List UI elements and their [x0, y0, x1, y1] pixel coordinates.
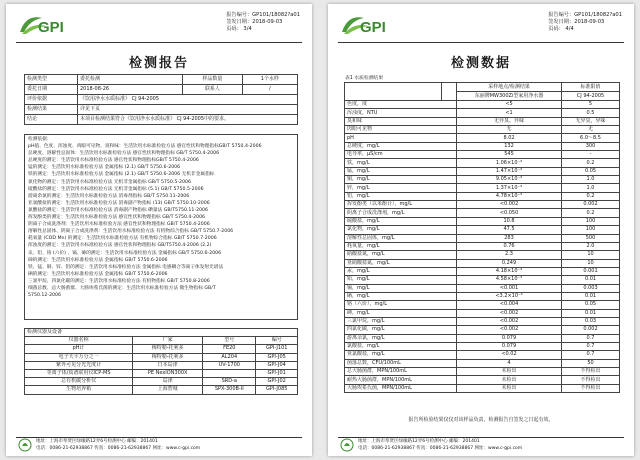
- method-line: 5750.12-2006: [28, 293, 62, 299]
- info-row: [25, 95, 298, 105]
- equipment-cell: 总有机碳分析仪: [25, 378, 133, 386]
- result-item: 肉眼可见物: [345, 126, 457, 134]
- equipment-cell: 上海智城: [133, 386, 203, 394]
- report-meta: [548, 12, 622, 33]
- result-value: 4: [457, 359, 562, 367]
- result-item: 挥发酚类（以苯酚计），mg/L: [345, 201, 457, 209]
- info-row: [25, 105, 298, 115]
- result-value: <0.004: [457, 301, 562, 309]
- result-row: [345, 342, 620, 350]
- result-item: 氯化物，mg/L: [345, 226, 457, 234]
- info-row: [25, 75, 298, 85]
- method-line: 铁的测定：生活饮用水标准检验方法 金属指标 (2.1) GB/T 5750.6-2006 无机非金属指标: [28, 172, 215, 178]
- report-page-right: [328, 4, 634, 456]
- result-item: 硫酸盐，mg/L: [345, 217, 457, 225]
- method-line: 硒的测定：生活饮用水标准检验方法 金属指标 GB/T 5750.6-2006: [28, 271, 168, 277]
- result-limit: 500: [562, 234, 620, 242]
- report-meta: [226, 12, 300, 33]
- result-item: 硒，mg/L: [345, 292, 457, 300]
- result-item: 耐热大肠菌群，MPN/100mL: [345, 376, 457, 384]
- result-item: 铝，mg/L: [345, 192, 457, 200]
- page-header: [328, 4, 634, 46]
- result-row: [345, 117, 620, 125]
- result-value: 4.58×10⁻³: [457, 276, 562, 284]
- result-row: [345, 351, 620, 359]
- result-row: [345, 192, 620, 200]
- result-value: 0.249: [457, 259, 562, 267]
- result-limit: 2.0: [562, 242, 620, 250]
- result-limit: 6.0～8.5: [562, 134, 620, 142]
- result-item: 硝酸盐氮，mg/L: [345, 251, 457, 259]
- column-header: 检测项目: [345, 92, 442, 101]
- result-value: 47.5: [457, 226, 562, 234]
- result-limit: 0.003: [562, 284, 620, 292]
- method-line: 锰的测定：生活饮用水标准检验方法 金属指标 (2.1) GB/T 5750.6-2006: [28, 165, 181, 171]
- result-row: [345, 142, 620, 150]
- equipment-cell: 梅特勒-托利多: [133, 353, 203, 361]
- result-row: [345, 209, 620, 217]
- equipment-cell: PE NexION300X: [133, 369, 203, 377]
- result-item: 亚硝酸盐氮，mg/L: [345, 259, 457, 267]
- issue-date: 签发日期：2018-09-03: [548, 19, 605, 25]
- method-line: 氯化物的测定：生活饮用水标准检验方法 无机非金属指标 GB/T 5750.5-2006: [28, 179, 191, 185]
- result-row: [345, 201, 620, 209]
- info-row: [25, 115, 298, 125]
- result-item: 汞，mg/L: [345, 267, 457, 275]
- page-title: 检测报告: [128, 56, 189, 71]
- result-item: 铁，mg/L: [345, 159, 457, 167]
- result-row: [345, 284, 620, 292]
- results-table: [344, 82, 620, 393]
- result-value: <0.02: [457, 351, 562, 359]
- result-limit: 不得检出: [562, 384, 620, 392]
- equipment-cell: GPI-J085: [256, 386, 298, 394]
- column-header: 厂家: [133, 337, 203, 345]
- result-limit: 0.01: [562, 309, 620, 317]
- info-label: 检测结果: [25, 105, 78, 115]
- methods-box: [24, 134, 298, 320]
- result-item: 浑浊度，NTU: [345, 109, 457, 117]
- result-item: 三氯甲烷，mg/L: [345, 317, 457, 325]
- report-note: 报告所检验结果仅仅对该样品负责，检测报告自签发之日起有效。: [408, 417, 554, 423]
- equipment-cell: 等离子体/质谱联用仪ICP-MS: [25, 369, 133, 377]
- method-line: 硫酸盐的测定：生活饮用水标准检验方法 无机非金属指标 (5.1) GB/T 5750.5-2006: [28, 186, 204, 192]
- result-row: [345, 159, 620, 167]
- page-number: 页码： 3/4: [226, 26, 252, 32]
- result-value: <0.002: [457, 326, 562, 334]
- page-number: 页码： 4/4: [548, 26, 574, 32]
- equipment-cell: SPX-300B-II: [203, 386, 256, 394]
- result-value: 未检出: [457, 384, 562, 392]
- result-item: 氯酸盐，mg/L: [345, 342, 457, 350]
- result-row: [345, 184, 620, 192]
- result-item: 砷，mg/L: [345, 309, 457, 317]
- result-value: 4.18×10⁻⁴: [457, 267, 562, 275]
- result-row: [345, 309, 620, 317]
- result-value: 1.47×10⁻³: [457, 167, 562, 175]
- result-value: <0.002: [457, 201, 562, 209]
- equipment-cell: [203, 369, 256, 377]
- column-header: 东丽牌MW300Zi型家用净水器: [457, 92, 562, 101]
- header-rule: [16, 42, 302, 43]
- result-value: <0.002: [457, 309, 562, 317]
- footer-rule: [338, 437, 624, 438]
- result-limit: 0.03: [562, 317, 620, 325]
- gpi-logo: [16, 12, 72, 38]
- result-item: 总硬度，mg/L: [345, 142, 457, 150]
- equipment-row: [25, 369, 298, 377]
- method-line: 溶解性总固体、阴离子合成洗涤剂：生活饮用水标准检验方法 有机物综合指标 GB/T 5750.7-2006: [28, 229, 234, 235]
- result-row: [345, 226, 620, 234]
- result-value: <3.2×10⁻⁴: [457, 292, 562, 300]
- equipment-cell: 紫外可见分光光度计: [25, 361, 133, 369]
- result-item: 锌，mg/L: [345, 184, 457, 192]
- result-value: <0.001: [457, 284, 562, 292]
- result-item: 电导率，μS/cm: [345, 151, 457, 159]
- result-value: 545: [457, 151, 562, 159]
- column-header: 编号: [256, 337, 298, 345]
- result-value: 未检出: [457, 376, 562, 384]
- result-limit: 不得检出: [562, 376, 620, 384]
- result-limit: 0.01: [562, 276, 620, 284]
- result-item: 耗氧量，mg/L: [345, 242, 457, 250]
- result-item: 铬（六价），mg/L: [345, 301, 457, 309]
- result-row: [345, 242, 620, 250]
- result-value: 0.76: [457, 242, 562, 250]
- page-header: [6, 4, 312, 46]
- result-limit: 无: [562, 126, 620, 134]
- result-item: 色度，度: [345, 101, 457, 109]
- method-line: 氯酸盐的测定：生活饮用水标准检验方法 消毒副产物指标 碘量法 GB/T5750.11-2006: [28, 207, 209, 213]
- equipment-cell: pH计: [25, 345, 133, 353]
- result-row: [345, 368, 620, 376]
- result-item: 亚氯酸盐，mg/L: [345, 351, 457, 359]
- footer-rule: [16, 437, 302, 438]
- result-limit: 0.002: [562, 326, 620, 334]
- result-value: <1: [457, 109, 562, 117]
- method-line: 三氯甲烷、四氯化碳的测定：生活饮用水标准检验方法 有机物指标 GB/T 5750.8-2006: [28, 278, 210, 284]
- footer-contact: 电话：0086-21-62938867 传真：0086-21-62938867 网址：www.c-gpi.com: [358, 446, 523, 451]
- result-value: 2.3: [457, 251, 562, 259]
- result-limit: 0.01: [562, 292, 620, 300]
- result-value: 0.079: [457, 334, 562, 342]
- result-row: [345, 376, 620, 384]
- info-value: 委托检测: [78, 75, 183, 85]
- result-item: 菌落总数，CFU/100mL: [345, 359, 457, 367]
- result-value: 9.05×10⁻³: [457, 176, 562, 184]
- result-value: 8.02: [457, 134, 562, 142]
- header-rule: [338, 42, 624, 43]
- equipment-cell: GPI-J01: [256, 369, 298, 377]
- result-item: 游离余氯，mg/L: [345, 334, 457, 342]
- issue-date: 签发日期：2018-09-03: [226, 19, 283, 25]
- result-row: [345, 101, 620, 109]
- logo-text: GPI: [38, 19, 64, 36]
- result-item: 阴离子合成洗涤剂，mg/L: [345, 209, 457, 217]
- equipment-cell: GPI-J04: [256, 361, 298, 369]
- page-title: 检测数据: [450, 56, 511, 71]
- result-item: pH: [345, 134, 457, 142]
- result-limit: 0.05: [562, 301, 620, 309]
- footer-address: 地址：上海市奉贤区绿缘路12弄6号检测中心 邮编：201401: [36, 439, 158, 444]
- result-row: [345, 317, 620, 325]
- info-label: 委托日期: [25, 85, 78, 95]
- info-table: [24, 74, 298, 125]
- result-row: [345, 251, 620, 259]
- result-value: 4.78×10⁻³: [457, 192, 562, 200]
- info-value: /: [242, 85, 297, 95]
- method-line: 耗氧量 (COD Mn) 的测定：生活饮用水标准检验方法 有机物综合指标 GB/T 5750.7-2006: [28, 236, 217, 242]
- result-limit: 0.05: [562, 167, 620, 175]
- result-item: 四氯化碳，mg/L: [345, 326, 457, 334]
- info-row: [25, 85, 298, 95]
- footer-address: 地址：上海市奉贤区绿缘路12弄6号检测中心 邮编：201401: [358, 439, 480, 444]
- equipment-cell: GPI-J02: [256, 378, 298, 386]
- logo-text: GPI: [360, 19, 386, 36]
- method-line: pH值、色度、浑浊度、肉眼可见物、臭和味：生活饮用水标准检验方法 感官性状和物理指标GB/T 5750.4-2006: [28, 144, 262, 150]
- result-limit: 50: [562, 359, 620, 367]
- method-line: 浑浊度的测定：生活饮用水标准检验方法 感官性状和物理指标 GB/T5750.4-2006 (2.2): [28, 243, 212, 249]
- equipment-cell: 梅特勒-托利多: [133, 345, 203, 353]
- equipment-cell: 岛津: [133, 378, 203, 386]
- result-limit: 10: [562, 251, 620, 259]
- result-limit: 1.0: [562, 176, 620, 184]
- result-limit: 无异臭，异味: [562, 117, 620, 125]
- certification-badge-icon: [340, 438, 354, 452]
- method-line: 汞、铅、铬 (六价) 、镉、砷的测定：生活饮用水标准检验方法 金属指标 GB/T 5750.6-2006: [28, 250, 222, 256]
- result-value: 1.37×10⁻³: [457, 184, 562, 192]
- method-line: 砷的测定：生活饮用水标准检验方法 金属指标 GB/T 5750.6-2006: [28, 257, 168, 263]
- result-limit: 0.2: [562, 192, 620, 200]
- method-line: 亚氯酸盐的测定：生活饮用水标准检验方法 消毒副产物指标 (13) GB/T 5750.10-2006: [28, 200, 210, 206]
- column-header: [442, 83, 457, 92]
- result-limit: 0.2: [562, 159, 620, 167]
- info-label: 样品数量: [183, 75, 243, 85]
- equipment-title: 检测仪器及设备: [25, 329, 298, 337]
- equipment-cell: 电子天平万分之一: [25, 353, 133, 361]
- result-row: [345, 359, 620, 367]
- result-item: 镉，mg/L: [345, 284, 457, 292]
- result-value: 未检出: [457, 368, 562, 376]
- result-value: <0.050: [457, 209, 562, 217]
- info-label: 检测类型: [25, 75, 78, 85]
- result-limit: 5: [562, 101, 620, 109]
- result-value: 0.079: [457, 342, 562, 350]
- method-line: 细菌总数、总大肠菌群、大肠埃希氏菌的测定：生活饮用水标准检验方法 微生物指标 GB/T: [28, 285, 216, 291]
- result-value: 无: [457, 126, 562, 134]
- equipment-cell: 日本岛津: [133, 361, 203, 369]
- equipment-cell: 生物培养箱: [25, 386, 133, 394]
- result-row: [345, 259, 620, 267]
- equipment-row: [25, 345, 298, 353]
- result-limit: 0.7: [562, 334, 620, 342]
- equipment-cell: GPI-J101: [256, 345, 298, 353]
- info-label: 联系人: [183, 85, 243, 95]
- result-item: 溶解性总固体，mg/L: [345, 234, 457, 242]
- equipment-cell: FE20: [203, 345, 256, 353]
- info-value: 详见下页: [78, 105, 298, 115]
- result-value: 10.8: [457, 217, 562, 225]
- result-row: [345, 126, 620, 134]
- method-line: 挥发酚类的测定：生活饮用水标准检验方法 感官性状和物理指标 GB/T 5750.4-2006: [28, 215, 206, 221]
- equipment-cell: UV-1700: [203, 361, 256, 369]
- result-limit: 1.0: [562, 184, 620, 192]
- equipment-row: [25, 361, 298, 369]
- equipment-header-row: [25, 337, 298, 345]
- method-line: 总硬度、溶解性总固体：生活饮用水标准检验方法 感官性状和物理指标 GB/T 5750.4-2006: [28, 151, 220, 157]
- table-caption: 表1 水质检测结果: [345, 76, 384, 81]
- column-header: 仪器名称: [25, 337, 133, 345]
- equipment-cell: SRD-a: [203, 378, 256, 386]
- report-number: 报告编号：GP101/18082?a01: [226, 12, 300, 18]
- result-row: [345, 151, 620, 159]
- methods-title: 检测依据：: [28, 137, 52, 142]
- info-value: 本项目检测结果符合《饮用净水水质标准》 CJ 94-2005中的要求。: [78, 115, 298, 125]
- column-header: 型号: [203, 337, 256, 345]
- method-line: 阴离子合成洗涤剂：生活饮用水标准检验方法 感官性状和物理指标 GB/T 5750.4-2006: [28, 222, 210, 228]
- result-row: [345, 292, 620, 300]
- result-row: [345, 167, 620, 175]
- report-page-left: [6, 4, 312, 456]
- result-item: 总大肠菌群，MPN/100mL: [345, 368, 457, 376]
- result-limit: 0.7: [562, 351, 620, 359]
- result-item: 大肠埃希氏菌，MPN/100mL: [345, 384, 457, 392]
- results-header-row: [345, 92, 620, 101]
- equipment-row: [25, 353, 298, 361]
- certification-badge-icon: [18, 438, 32, 452]
- info-value: 2018-08-26: [78, 85, 183, 95]
- result-item: 铅，mg/L: [345, 276, 457, 284]
- result-row: [345, 217, 620, 225]
- result-item: 铜，mg/L: [345, 176, 457, 184]
- result-value: 132: [457, 142, 562, 150]
- result-row: [345, 384, 620, 392]
- result-limit: 0.5: [562, 109, 620, 117]
- result-row: [345, 176, 620, 184]
- result-limit: 0.001: [562, 267, 620, 275]
- info-value: 1个水样: [242, 75, 297, 85]
- result-value: 无异臭、异味: [457, 117, 562, 125]
- column-header: CJ 94-2005: [562, 92, 620, 101]
- result-limit: 0.2: [562, 209, 620, 217]
- info-label: 评价依据: [25, 95, 78, 105]
- result-value: <0.002: [457, 317, 562, 325]
- method-line: 游离余氯的测定：生活饮用水标准检验方法 消毒剂指标 GB/T 5750.11-2006: [28, 193, 190, 199]
- gpi-logo: [338, 12, 394, 38]
- equipment-cell: AL204: [203, 353, 256, 361]
- result-row: [345, 134, 620, 142]
- result-value: 1.06×10⁻³: [457, 159, 562, 167]
- result-limit: 100: [562, 226, 620, 234]
- result-item: 锰，mg/L: [345, 167, 457, 175]
- result-limit: 0.7: [562, 342, 620, 350]
- column-header: [345, 83, 442, 92]
- result-row: [345, 234, 620, 242]
- equipment-cell: GPI-J05: [256, 353, 298, 361]
- result-row: [345, 276, 620, 284]
- column-header: 采样地点/检测结果: [457, 83, 562, 92]
- result-row: [345, 334, 620, 342]
- method-line: 总硬度的测定：生活饮用水标准检验方法 感官性状和物理指标GB/T 5750.4-2006: [28, 158, 199, 164]
- result-item: 臭和味: [345, 117, 457, 125]
- result-row: [345, 109, 620, 117]
- result-limit: 300: [562, 142, 620, 150]
- info-value: 《饮用净水水质标准》 CJ 94-2005: [78, 95, 298, 105]
- result-value: <5: [457, 101, 562, 109]
- result-limit: 100: [562, 217, 620, 225]
- result-row: [345, 267, 620, 275]
- result-limit: -: [562, 151, 620, 159]
- footer-contact: 电话：0086-21-62938867 传真：0086-21-62938867 网址：www.c-gpi.com: [36, 446, 201, 451]
- method-line: 铁、锰、铜、锌、铝的测定：生活饮用水标准检验方法 金属指标 电感耦合等离子体发射光谱法: [28, 264, 224, 270]
- equipment-row: [25, 386, 298, 394]
- column-header: 单位: [442, 92, 457, 101]
- equipment-table: [24, 328, 298, 395]
- info-label: 结论: [25, 115, 78, 125]
- result-row: [345, 301, 620, 309]
- report-number: 报告编号：GP101/18082?a01: [548, 12, 622, 18]
- result-value: 283: [457, 234, 562, 242]
- column-header: 标准限值: [562, 83, 620, 92]
- result-limit: 10: [562, 259, 620, 267]
- result-limit: 0.002: [562, 201, 620, 209]
- result-limit: 不得检出: [562, 368, 620, 376]
- result-row: [345, 326, 620, 334]
- equipment-row: [25, 378, 298, 386]
- results-header-row: [345, 83, 620, 92]
